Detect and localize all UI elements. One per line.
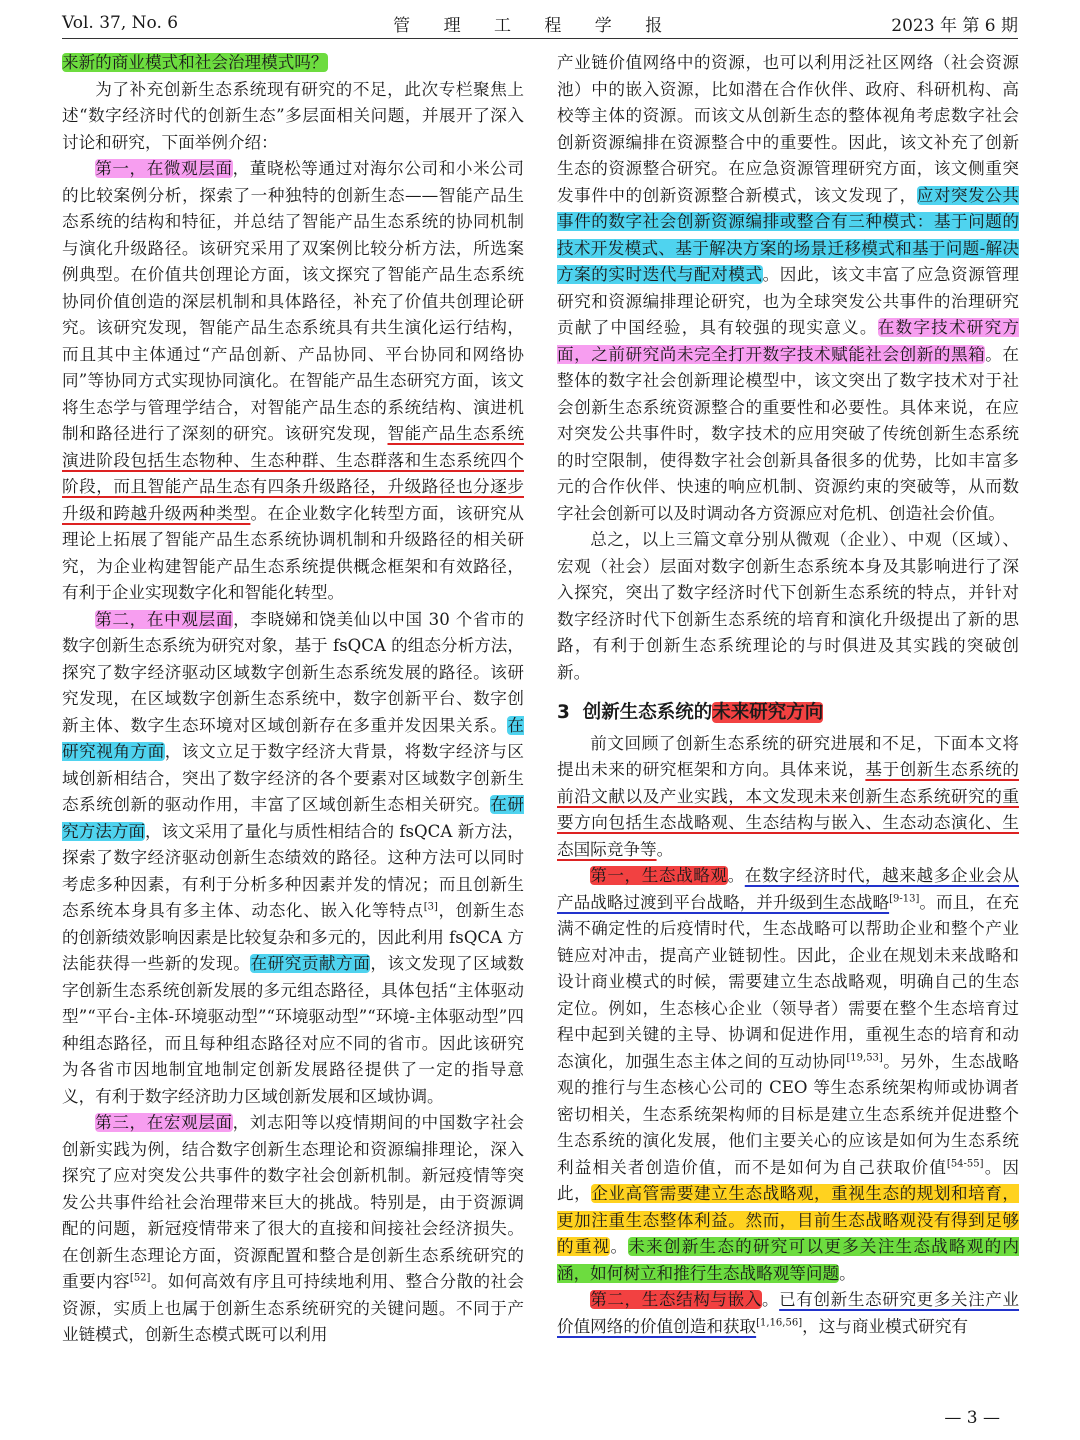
highlight-green: 来新的商业模式和社会治理模式吗？ — [62, 53, 328, 72]
highlight-red: 第一，生态战略观 — [590, 866, 728, 885]
underline-red: 基于创新生态系统的前沿文献以及产业实践，本文发现未来创新生态系统研究的重要方向包括生态战略观、生态结构与嵌入、生态动态演化、生态国际竞争等 — [557, 760, 1020, 859]
text-run: 。 — [727, 866, 745, 885]
paragraph — [62, 607, 524, 1111]
issue-date: 2023 年 第 6 期 — [891, 15, 1018, 36]
text-run: ，董晓松等通过对海尔公司和小米公司的比较案例分析，探索了一种独特的创新生态——智能产品生态系统的结构和特征，并总结了智能产品生态系统的协同机制与演化升级路径。该研究采用了双案例比较分析方法，所选案例典型。在价值共创理论方面，该文探究了智能产品生态系统协同价值创造的深层机制和具体路径，补充了价值共创理论研究。该研究发现，智能产品生态系统具有共生演化运行结构，而且其中主体通过“产品创新、产品协同、平台协同和网络协同”等协同方式实现协同演化。在智能产品生态研究方面，该文将生态学与管理学结合，对智能产品生态的系统结构、演进机制和路径进行了深刻的研究。该研究发现， — [62, 159, 524, 443]
text-run: 。在整体的数字社会创新理论模型中，该文突出了数字技术对于社会创新生态系统资源整合的重要性和必要性。具体来说，在应对突发公共事件时，数字技术的应用突破了传统创新生态系统的时空限制，使得数字社会创新具备很多的优势，比如丰富多元的合作伙伴、快速的响应机制、资源约束的突破等，从而数字社会创新可以及时调动各方资源应对危机、创造社会价值。 — [557, 344, 1020, 523]
paragraph — [557, 731, 1019, 864]
paragraph — [62, 156, 524, 607]
paragraph — [557, 863, 1019, 1287]
citation: [9-13] — [889, 892, 920, 904]
text-run: 。因此， — [557, 1157, 1020, 1203]
page-number: — 3 — — [944, 1408, 1000, 1428]
text-run: ，该文立足于数字经济大背景，将数字经济与区域创新相结合，突出了数字经济的各个要素对区域数字创新生态系统创新的驱动作用，丰富了区域创新生态相关研究。 — [62, 742, 525, 814]
text-run: ，这与商业模式研究有 — [802, 1316, 969, 1336]
text-run: 产业链价值网络中的资源，也可以利用泛社区网络（社会资源池）中的嵌入资源，比如潜在合作伙伴、政府、科研机构、高校等主体的资源。而该文从创新生态的整体视角考虑数字社会创新资源编排在资源整合中的重要性。因此，该文补充了创新生态的资源整合研究。在应急资源管理研究方面，该文侧重突发事件中的创新资源整合新模式，该文发现了， — [557, 53, 1019, 205]
highlight-pink: 第一，在微观层面 — [95, 159, 233, 178]
text-run: 前文回顾了创新生态系统的研究进展和不足，下面本文将提出未来的研究框架和方向。具体来说， — [557, 733, 1019, 779]
text-run: 。在企业数字化转型方面，该研究从理论上拓展了智能产品生态系统协调机制和升级路径的相关研究，为企业构建智能产品生态系统提供概念框架和有效路径，有利于企业实现数字化和智能化转型。 — [62, 503, 525, 602]
highlight-pink: 第二，在中观层面 — [95, 609, 234, 629]
text-run: 。 — [761, 1290, 780, 1309]
section-heading — [557, 700, 1019, 727]
text-run: 。 — [610, 1237, 629, 1256]
text-run: ，创新生态的创新绩效影响因素是比较复杂和多元的，因此利用 fsQCA 方法能获得一些新的发现。 — [62, 901, 525, 973]
text-run: 。如何高效有序且可持续地利用、整合分散的社会资源，实质上也属于创新生态系统研究的关键问题。不同于产业链模式，创新生态模式既可以利用 — [62, 1272, 525, 1344]
text-run: ，该文采用了量化与质性相结合的 fsQCA 新方法，探索了数字经济驱动创新生态绩效的路径。这种方法可以同时考虑多种因素，有利于分析多种因素并发的情况；而且创新生态系统本身具有多主体、动态化、嵌入化等特点 — [62, 821, 525, 920]
highlight-red: 未来研究方向 — [712, 702, 824, 723]
highlight-red: 第二，生态结构与嵌入 — [590, 1290, 762, 1309]
highlight-green: 未来创新生态的研究可以更多关注生态战略观的内涵，如何树立和推行生态战略观等问题 — [557, 1237, 1020, 1283]
paragraph: 总之，以上三篇文章分别从微观（企业）、中观（区域）、宏观（社会）层面对数字创新生态系统本身及其影响进行了深入探究，突出了数字经济时代下创新生态系统的特点，并针对数字经济时代下创新生态系统的培育和演化升级提出了新的思路，有利于创新生态系统理论的与时俱进及其实践的突破创新。 — [557, 530, 1019, 682]
underline-red: 智能产品生态系统演进阶段包括生态物种、生态种群、生态群落和生态系统四个阶段，而且智能产品生态有四条升级路径，升级路径也分逐步升级和跨越升级两种类型 — [62, 424, 525, 523]
right-column — [557, 50, 1019, 1340]
citation: [1,16,56] — [756, 1316, 803, 1328]
highlight-yellow: 企业高管需要建立生态战略观，重视生态的规划和培育，更加注重生态整体利益。然而，目前生态战略观没有得到足够的重视 — [557, 1184, 1020, 1256]
highlight-cyan: 在研究方法方面 — [62, 795, 525, 841]
paragraph: 为了补充创新生态系统现有研究的不足，此次专栏聚焦上述“数字经济时代的创新生态”多层面相关问题，并展开了深入讨论和研究，下面举例介绍： — [62, 79, 524, 152]
highlight-cyan: 在研究贡献方面 — [250, 954, 371, 973]
citation: [3] — [423, 901, 438, 913]
left-column — [62, 50, 524, 1349]
text-run: 。而且，在充满不确定性的后疫情时代，生态战略可以帮助企业和整个产业链应对冲击，提高产业链韧性。因此，企业在规划未来战略和设计商业模式的时候，需要建立生态战略观，明确自己的生态定位。例如，生态核心企业（领导者）需要在整个生态培育过程中起到关键的主导、协调和促进作用，重视生态的培育和动态演化，加强生态主体之间的互动协同 — [557, 892, 1020, 1071]
highlight-pink: 在数字技术研究方面，之前研究尚未完全打开数字技术赋能社会创新的黑箱 — [557, 318, 1020, 364]
highlight-cyan: 在研究视角方面 — [62, 715, 524, 761]
section-title-text: 创新生态系统的 — [582, 702, 713, 723]
text-run: ，刘志阳等以疫情期间的中国数字社会创新实践为例，结合数字创新生态理论和资源编排理论，深入探究了应对突发公共事件的数字社会创新机制。新冠疫情等突发公共事件给社会治理带来巨大的挑战。特别是，由于资源调配的问题，新冠疫情带来了很大的直接和间接社会经济损失。在创新生态理论方面，资源配置和整合是创新生态系统研究的重要内容 — [62, 1113, 524, 1291]
text-run: 。因此，该文丰富了应急资源管理研究和资源编排理论研究，也为全球突发公共事件的治理研究贡献了中国经验，具有较强的现实意义。 — [557, 265, 1020, 337]
highlight-pink: 第三，在宏观层面 — [95, 1113, 233, 1132]
text-run: ，该文发现了区域数字创新生态系统创新发展的多元组态路径，具体包括“主体驱动型”“平台-主体-环境驱动型”“环境驱动型”“环境-主体驱动型”四种组态路径，而且每种组态路径对应不同的省市。因此该研究为各省市因地制宜地制定创新发展路径提供了一定的指导意义，有利于数字经济助力区域创新发展和区域协调。 — [62, 954, 525, 1106]
text-run: ，李晓娣和饶美仙以中国 30 个省市的数字创新生态系统为研究对象，基于 fsQCA 的组态分析方法，探究了数字经济驱动区域数字创新生态系统发展的路径。该研究发现，在区域数字创新生态系统中，数字创新平台、数字创新主体、数字生态环境对区域创新存在多重并发因果关系。 — [62, 609, 525, 735]
text-run: 。 — [656, 839, 674, 859]
paragraph — [62, 50, 524, 77]
section-number: 3 — [557, 702, 570, 723]
paragraph — [557, 50, 1019, 527]
underline-blue: 在数字经济时代，越来越多企业会从产品战略过渡到平台战略，并升级到生态战略 — [557, 866, 1020, 912]
citation: [52] — [129, 1272, 151, 1284]
running-header — [62, 8, 1018, 39]
paragraph — [557, 1287, 1019, 1340]
paragraph — [62, 1110, 524, 1349]
volume-info: Vol. 37, No. 6 — [62, 13, 179, 33]
citation: [54-55] — [946, 1157, 984, 1169]
text-run: 。另外，生态战略观的推行与生态核心公司的 CEO 等生态系统架构师或协调者密切相关，生态系统架构师的目标是建立生态系统并促进整个生态系统的演化发展，他们主要关心的应该是如何为生态系统利益相关者创造价值，而不是如何为自己获取价值 — [557, 1051, 1020, 1177]
journal-title: 管 理 工 程 学 报 — [393, 15, 677, 36]
highlight-cyan: 应对突发公共事件的数字社会创新资源编排或整合有三种模式：基于问题的技术开发模式、基于解决方案的场景迁移模式和基于问题-解决方案的实时迭代与配对模式 — [557, 185, 1019, 284]
citation: [19,53] — [846, 1051, 883, 1063]
text-run: 。 — [839, 1263, 856, 1283]
underline-blue: 已有创新生态研究更多关注产业价值网络的价值创造和获取 — [557, 1290, 1020, 1336]
